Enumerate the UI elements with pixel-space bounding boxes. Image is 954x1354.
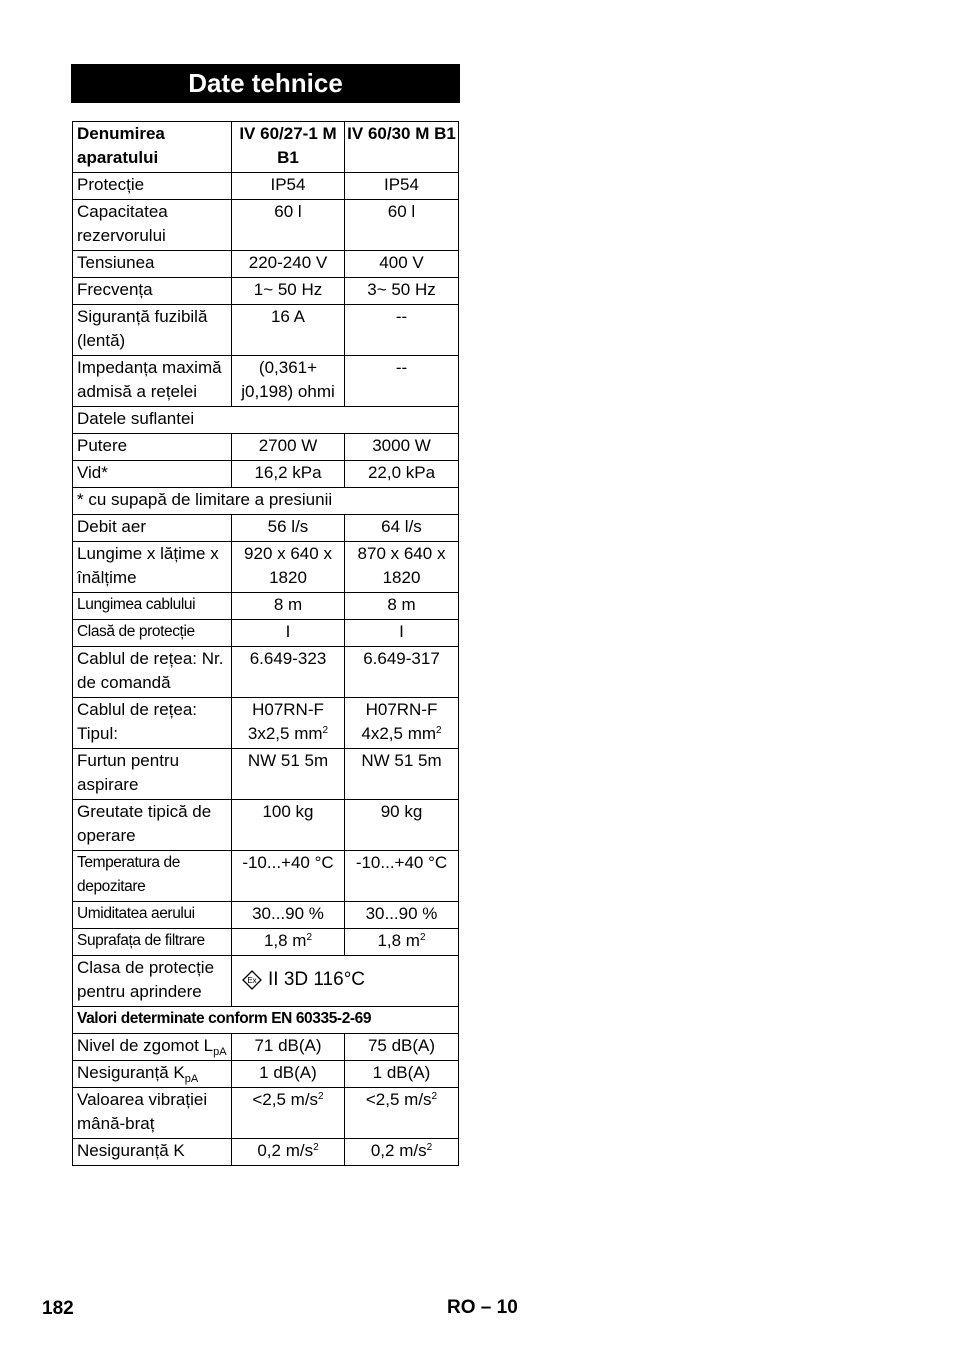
- row-label: Temperatura de depozitare: [73, 851, 232, 902]
- superscript: 2: [306, 932, 313, 943]
- row-value: 90 kg: [345, 800, 459, 851]
- page-reference: RO – 10: [447, 1297, 518, 1318]
- table-row: [73, 488, 459, 515]
- table-row: [73, 542, 459, 593]
- row-value: 16,2 kPa: [232, 461, 345, 488]
- row-value: 3000 W: [345, 434, 459, 461]
- table-row: [73, 1088, 459, 1139]
- section-row: Datele suflantei: [73, 407, 459, 434]
- table-row: [73, 647, 459, 698]
- row-value: 22,0 kPa: [345, 461, 459, 488]
- table-row: [73, 407, 459, 434]
- row-label: Nesiguranță K: [73, 1139, 232, 1166]
- header-cell: IV 60/30 M B1: [345, 122, 459, 173]
- row-value: NW 51 5m: [232, 749, 345, 800]
- row-value: 400 V: [345, 251, 459, 278]
- table-row: [73, 278, 459, 305]
- row-value: 1~ 50 Hz: [232, 278, 345, 305]
- row-label: Lungime x lățime x înălțime: [73, 542, 232, 593]
- row-value: 2700 W: [232, 434, 345, 461]
- cable-type-value: H07RN-F 3x2,5 mm: [247, 700, 324, 743]
- table-row: [73, 593, 459, 620]
- row-value: [232, 698, 345, 749]
- table-row: [73, 515, 459, 542]
- row-label: Furtun pentru aspirare: [73, 749, 232, 800]
- row-value: -10...+40 °C: [232, 851, 345, 902]
- row-label: Clasă de protecție: [73, 620, 232, 647]
- page-number: 182: [42, 1298, 74, 1319]
- row-label: Siguranță fuzibilă (lentă): [73, 305, 232, 356]
- page-title: Date tehnice: [188, 68, 343, 98]
- section-title-bar: [71, 64, 460, 103]
- table-row: [73, 902, 459, 929]
- vibration-value: <2,5 m/s: [365, 1090, 432, 1109]
- row-label: Clasa de protecție pentru aprindere: [73, 956, 232, 1007]
- row-value: I: [345, 620, 459, 647]
- table-row: [73, 956, 459, 1007]
- row-value: 8 m: [232, 593, 345, 620]
- table-row: [73, 851, 459, 902]
- superscript: 2: [419, 932, 426, 943]
- row-label: Impedanța maximă admisă a rețelei: [73, 356, 232, 407]
- row-value: 30...90 %: [232, 902, 345, 929]
- row-label: Greutate tipică de operare: [73, 800, 232, 851]
- table-row: [73, 929, 459, 956]
- vibration-value: <2,5 m/s: [252, 1090, 319, 1109]
- footnote-row: * cu supapă de limitare a presiunii: [73, 488, 459, 515]
- row-value: 3~ 50 Hz: [345, 278, 459, 305]
- superscript: 2: [426, 1142, 433, 1153]
- table-row: [73, 698, 459, 749]
- row-label: Capacitatea rezervorului: [73, 200, 232, 251]
- row-label: Putere: [73, 434, 232, 461]
- row-value: --: [345, 356, 459, 407]
- superscript: 2: [313, 1142, 319, 1153]
- row-value: 870 x 640 x 1820: [345, 542, 459, 593]
- label-text: Nesiguranță K: [77, 1063, 185, 1082]
- row-value: 8 m: [345, 593, 459, 620]
- row-value: 75 dB(A): [345, 1034, 459, 1061]
- table-row: [73, 356, 459, 407]
- superscript: 2: [431, 1091, 438, 1102]
- row-label: Protecție: [73, 173, 232, 200]
- row-label: Lungimea cablului: [73, 593, 232, 620]
- row-value: IP54: [232, 173, 345, 200]
- table-row: [73, 305, 459, 356]
- row-value: 60 l: [345, 200, 459, 251]
- cable-type-value: H07RN-F 4x2,5 mm: [361, 700, 438, 743]
- table-row: [73, 434, 459, 461]
- header-cell: IV 60/27-1 M B1: [232, 122, 345, 173]
- superscript: 2: [318, 1091, 324, 1102]
- ex-rating: [236, 968, 454, 992]
- table-row: [73, 461, 459, 488]
- row-label: [73, 1034, 232, 1061]
- table-row: [73, 749, 459, 800]
- row-value: 56 l/s: [232, 515, 345, 542]
- row-label: Umiditatea aerului: [73, 902, 232, 929]
- row-label: [73, 1061, 232, 1088]
- ex-rating-text: II 3D 116°C: [268, 969, 366, 990]
- table-row: [73, 1061, 459, 1088]
- svg-text:Ex: Ex: [247, 976, 257, 985]
- row-value: 6.649-317: [345, 647, 459, 698]
- table-row: [73, 1007, 459, 1034]
- superscript: 2: [436, 725, 442, 736]
- row-value: 71 dB(A): [232, 1034, 345, 1061]
- row-value: (0,361+ j0,198) ohmi: [232, 356, 345, 407]
- table-row: [73, 173, 459, 200]
- row-value: [345, 698, 459, 749]
- filter-area-value: 1,8 m: [263, 931, 307, 950]
- row-value: IP54: [345, 173, 459, 200]
- row-label: Frecvența: [73, 278, 232, 305]
- row-value: 6.649-323: [232, 647, 345, 698]
- row-value: 1 dB(A): [345, 1061, 459, 1088]
- row-value: 920 x 640 x 1820: [232, 542, 345, 593]
- section-row: Valori determinate conform EN 60335-2-69: [73, 1007, 459, 1034]
- ex-atex-icon: [242, 970, 262, 990]
- row-label: Cablul de rețea: Nr. de comandă: [73, 647, 232, 698]
- row-value: [232, 929, 345, 956]
- row-value: [232, 1088, 345, 1139]
- subscript: pA: [184, 1073, 199, 1085]
- table-row: [73, 251, 459, 278]
- row-value: 100 kg: [232, 800, 345, 851]
- row-label: Cablul de rețea: Tipul:: [73, 698, 232, 749]
- row-label: Valoarea vibrației mână-braț: [73, 1088, 232, 1139]
- row-value: 30...90 %: [345, 902, 459, 929]
- uncertainty-value: 0,2 m/s: [257, 1141, 314, 1160]
- header-cell: Denumirea aparatului: [73, 122, 232, 173]
- table-header-row: [73, 122, 459, 173]
- filter-area-value: 1,8 m: [377, 931, 420, 950]
- row-value: NW 51 5m: [345, 749, 459, 800]
- row-value: --: [345, 305, 459, 356]
- table-row: [73, 1034, 459, 1061]
- subscript: pA: [213, 1046, 227, 1058]
- row-value: 1 dB(A): [232, 1061, 345, 1088]
- row-value: 16 A: [232, 305, 345, 356]
- row-label: Suprafața de filtrare: [73, 929, 232, 956]
- table-row: [73, 800, 459, 851]
- row-value: -10...+40 °C: [345, 851, 459, 902]
- row-label: Debit aer: [73, 515, 232, 542]
- table-row: [73, 620, 459, 647]
- technical-data-table: [72, 121, 459, 1166]
- row-value: 220-240 V: [232, 251, 345, 278]
- row-value: 60 l: [232, 200, 345, 251]
- superscript: 2: [322, 725, 329, 736]
- row-label: Vid*: [73, 461, 232, 488]
- row-value: [232, 956, 459, 1007]
- label-text: Nivel de zgomot L: [77, 1036, 214, 1055]
- row-value: [345, 929, 459, 956]
- row-value: [345, 1088, 459, 1139]
- row-value: [232, 1139, 345, 1166]
- table-row: [73, 200, 459, 251]
- row-label: Tensiunea: [73, 251, 232, 278]
- table-row: [73, 1139, 459, 1166]
- uncertainty-value: 0,2 m/s: [370, 1141, 427, 1160]
- row-value: 64 l/s: [345, 515, 459, 542]
- row-value: I: [232, 620, 345, 647]
- row-value: [345, 1139, 459, 1166]
